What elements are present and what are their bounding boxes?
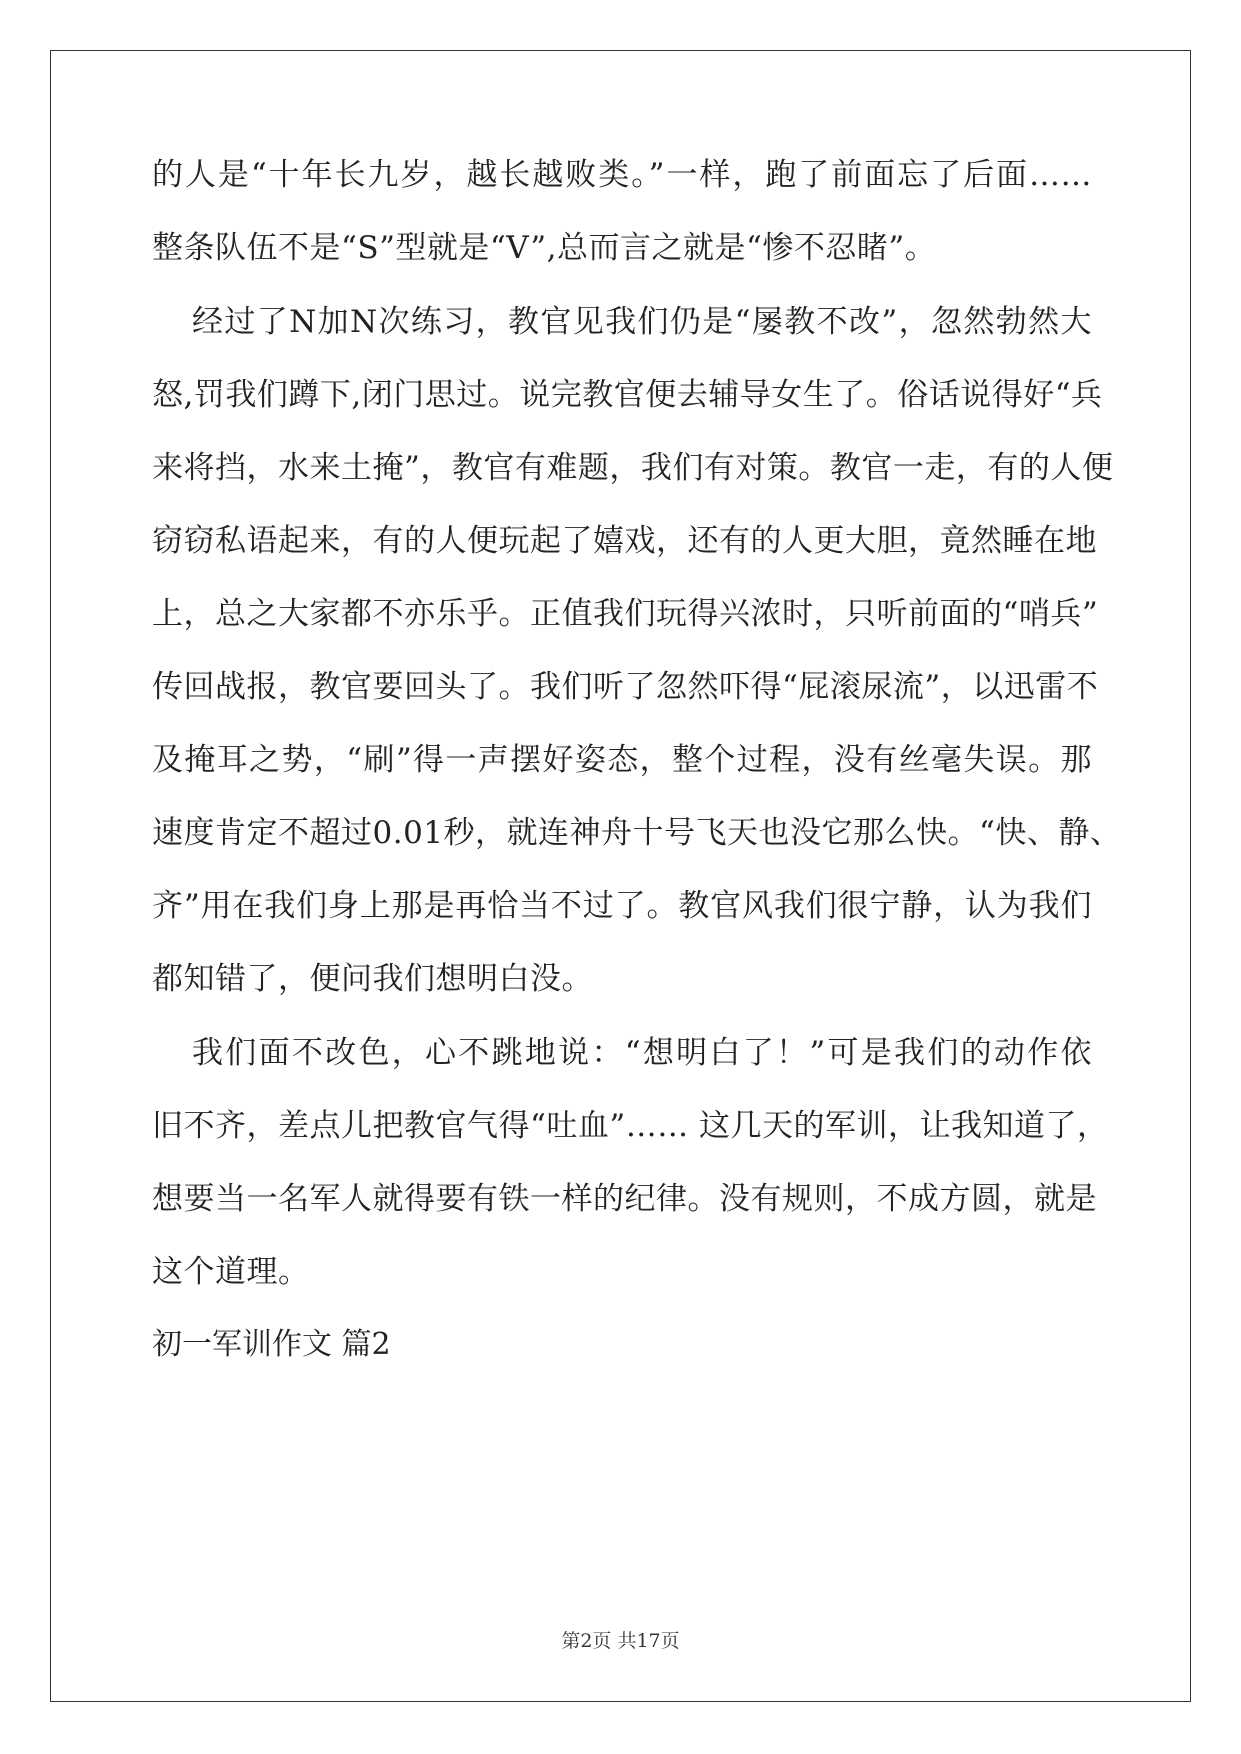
section-heading: 初一军训作文 篇2 [152,1327,391,1362]
text-line: 的人是“十年长九岁，越长越败类。”一样，跑了前面忘了后面…… [152,157,1092,193]
text-line: 怒,罚我们蹲下,闭门思过。说完教官便去辅导女生了。俗话说得好“兵 [152,377,1103,413]
text-line: 旧不齐，差点儿把教官气得“吐血”…… 这几天的军训，让我知道了， [152,1108,1109,1144]
text-line: 传回战报，教官要回头了。我们听了忽然吓得“屁滚尿流”，以迅雷不 [152,669,1099,705]
text-line: 整条队伍不是“S”型就是“V”,总而言之就是“惨不忍睹”。 [152,230,937,266]
page-border [50,50,1191,1702]
text-line: 及掩耳之势，“刷”得一声摆好姿态，整个过程，没有丝毫失误。那 [152,742,1092,778]
text-line: 来将挡，水来土掩”，教官有难题，我们有对策。教官一走，有的人便 [152,450,1114,486]
text-line: 这个道理。 [152,1254,310,1290]
text-line: 上，总之大家都不亦乐乎。正值我们玩得兴浓时，只听前面的“哨兵” [152,596,1099,632]
text-line: 齐”用在我们身上那是再恰当不过了。教官风我们很宁静，认为我们 [152,888,1092,924]
text-line: 我们面不改色，心不跳地说：“想明白了！”可是我们的动作依 [192,1035,1092,1071]
text-line: 速度肯定不超过0.01秒，就连神舟十号飞天也没它那么快。“快、静、 [152,815,1122,851]
text-line: 想要当一名军人就得要有铁一样的纪律。没有规则，不成方圆，就是 [152,1181,1097,1217]
page-number-footer: 第2页 共17页 [561,1630,680,1652]
text-line: 窃窃私语起来，有的人便玩起了嬉戏，还有的人更大胆，竟然睡在地 [152,523,1097,559]
text-line: 都知错了，便问我们想明白没。 [152,961,593,997]
text-line: 经过了N加N次练习，教官见我们仍是“屡教不改”，忽然勃然大 [192,304,1092,340]
